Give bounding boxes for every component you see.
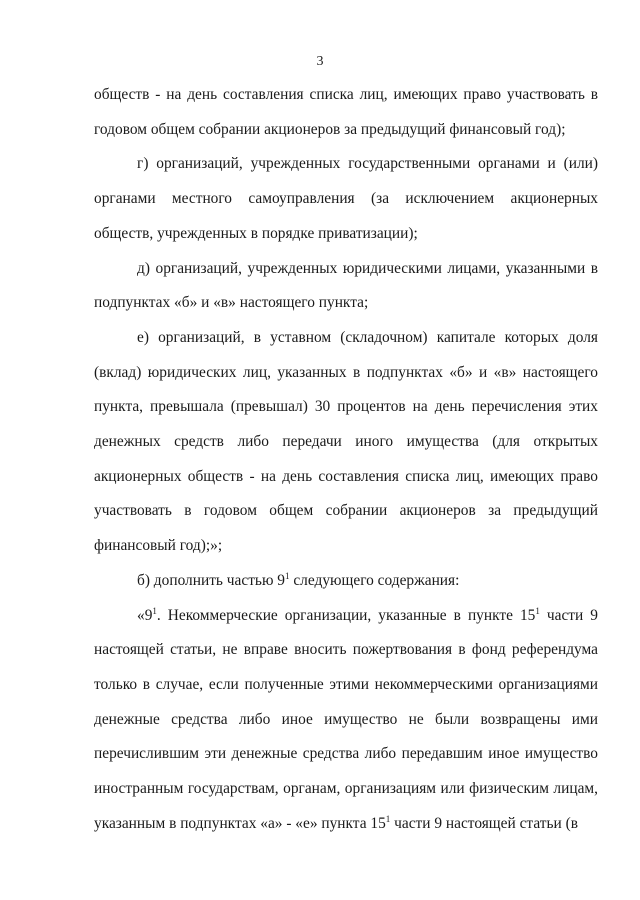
part-9-1-text-3: части 9 настоящей статьи, не вправе вносить пожертвования в фонд референдума только в случае, если полученные этими некоммерческими организациями денежные средства либо иное имущество не были возвращены ими перечислившим эти денежные средства либо передавшим иное имущество иностранным государствам, органам, организациям или физическим лицам, указанным в подпунктах «а» - «е» пункта 15 [94, 606, 598, 832]
page-number: 3 [316, 54, 324, 69]
paragraph-item-d: д) организаций, учрежденных юридическими лицами, указанными в подпунктах «б» и «в» настоящего пункта; [94, 259, 598, 312]
paragraph-item-e: е) организаций, в уставном (складочном) капитале которых доля (вклад) юридических лиц, указанных в подпунктах «б» и «в» настоящего пункта, превышала (превышал) 30 процентов на день перечисления этих денежных средств либо передачи иного имущества (для открытых акционерных обществ - на день составления списка лиц, имеющих право участвовать в годовом общем собрании акционеров за предыдущий финансовый год);»; [94, 328, 598, 555]
amendment-b-text: б) дополнить частью 9 [137, 571, 285, 589]
part-9-1-text-2: . Некоммерческие организации, указанные в пункте 15 [156, 606, 536, 624]
superscript: 1 [152, 605, 157, 616]
part-9-1-text-4: части 9 настоящей статьи (в [390, 814, 578, 832]
paragraph-part-9-1 [94, 599, 598, 842]
paragraph-continuation: обществ - на день составления списка лиц, имеющих право участвовать в годовом общем собрании акционеров за предыдущий финансовый год); [94, 86, 598, 138]
superscript: 1 [285, 570, 290, 581]
document-body [94, 78, 598, 841]
amendment-b-text-tail: следующего содержания: [289, 571, 460, 589]
superscript: 1 [535, 605, 540, 616]
superscript: 1 [385, 813, 391, 824]
paragraph-amendment-b [94, 564, 598, 599]
paragraph-item-g: г) организаций, учрежденных государственными органами и (или) органами местного самоуправления (за исключением акционерных обществ, учрежденных в порядке приватизации); [94, 155, 598, 242]
part-9-1-text-1: «9 [137, 606, 153, 624]
